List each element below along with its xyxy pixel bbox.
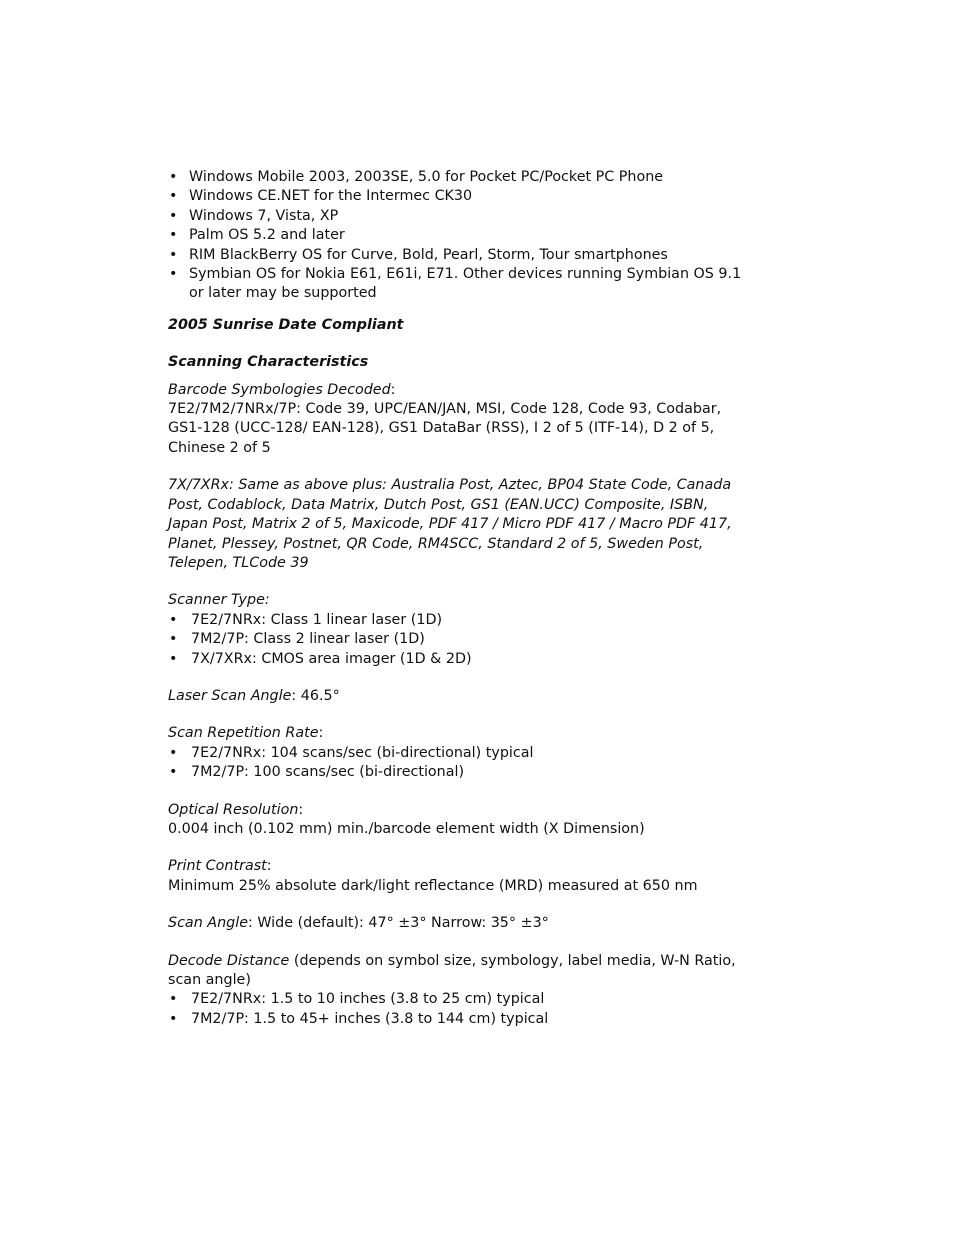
laser-scan-angle-value: : 46.5° — [291, 687, 340, 704]
contrast-label-line — [168, 857, 748, 876]
list-item: • Windows CE.NET for the Intermec CK30 — [168, 187, 748, 206]
list-item: • 7X/7XRx: CMOS area imager (1D & 2D) — [168, 650, 748, 669]
optical-section — [168, 801, 748, 840]
laser-scan-angle-label: Laser Scan Angle — [168, 687, 292, 704]
contrast-colon: : — [266, 858, 272, 875]
list-item: • Windows 7, Vista, XP — [168, 207, 748, 226]
decode-label: Decode Distance — [168, 952, 290, 969]
repetition-list — [168, 744, 748, 783]
repetition-section — [168, 724, 748, 782]
scanner-type-label: Scanner Type: — [168, 592, 270, 609]
scanning-heading: Scanning Characteristics — [168, 354, 369, 371]
decode-section — [168, 952, 748, 1030]
optical-label-line — [168, 801, 748, 820]
laser-scan-angle — [168, 687, 748, 706]
optical-text: 0.004 inch (0.102 mm) min./barcode element width (X Dimension) — [168, 820, 645, 837]
list-item: • RIM BlackBerry OS for Curve, Bold, Pearl, Storm, Tour smartphones — [168, 246, 748, 265]
optical-colon: : — [298, 801, 304, 818]
contrast-section — [168, 857, 748, 896]
optical-label: Optical Resolution — [168, 801, 299, 818]
symbologies-section — [168, 381, 748, 459]
scanner-type-section — [168, 591, 748, 669]
scanner-type-list — [168, 611, 748, 669]
symbologies-colon: : — [390, 381, 396, 398]
list-item: • 7M2/7P: 100 scans/sec (bi-directional) — [168, 763, 748, 782]
symbologies-label-line — [168, 381, 748, 400]
decode-label-line — [168, 952, 748, 991]
repetition-label: Scan Repetition Rate — [168, 725, 319, 742]
list-item: • 7E2/7NRx: 104 scans/sec (bi-directional) typical — [168, 744, 748, 763]
list-item: • 7E2/7NRx: 1.5 to 10 inches (3.8 to 25 cm) typical — [168, 990, 748, 1009]
symbologies-label: Barcode Symbologies Decoded — [168, 381, 391, 398]
list-item: • 7E2/7NRx: Class 1 linear laser (1D) — [168, 611, 748, 630]
symbologies-text: 7E2/7M2/7NRx/7P: Code 39, UPC/EAN/JAN, MSI, Code 128, Code 93, Codabar, GS1-128 (UCC-128/ EAN-128), GS1 DataBar (RSS), I 2 of 5 (ITF-14), D 2 of 5, Chinese 2 of 5 — [168, 401, 722, 456]
scan-angle — [168, 914, 748, 933]
list-item: • Symbian OS for Nokia E61, E61i, E71. Other devices running Symbian OS 9.1 or later may be supported — [168, 265, 748, 304]
repetition-colon: : — [318, 725, 324, 742]
sunrise-heading: 2005 Sunrise Date Compliant — [168, 316, 404, 333]
os-support-list — [168, 168, 748, 304]
repetition-label-line — [168, 724, 748, 743]
decode-list — [168, 990, 748, 1029]
contrast-text: Minimum 25% absolute dark/light reflectance (MRD) measured at 650 nm — [168, 877, 698, 894]
scan-angle-value: : Wide (default): 47° ±3° Narrow: 35° ±3° — [248, 915, 549, 932]
list-item: • Palm OS 5.2 and later — [168, 226, 748, 245]
contrast-label: Print Contrast — [168, 858, 267, 875]
list-item: • Windows Mobile 2003, 2003SE, 5.0 for Pocket PC/Pocket PC Phone — [168, 168, 748, 187]
list-item: • 7M2/7P: 1.5 to 45+ inches (3.8 to 144 cm) typical — [168, 1010, 748, 1029]
decode-note: (depends on symbol size, symbology, label media, W-N Ratio, scan angle) — [168, 952, 736, 988]
list-item: • 7M2/7P: Class 2 linear laser (1D) — [168, 630, 748, 649]
content-column — [168, 168, 748, 1029]
scan-angle-label: Scan Angle — [168, 915, 248, 932]
symbologies-extra: 7X/7XRx: Same as above plus: Australia Post, Aztec, BP04 State Code, Canada Post, Codablock, Data Matrix, Dutch Post, GS1 (EAN.UCC) Composite, ISBN, Japan Post, Matrix 2 of 5, Maxicode, PDF 417 / Micro PDF 417 / Macro PDF 417, Planet, Plessey, Postnet, QR Code, RM4SCC, Standard 2 of 5, Sweden Post, Telepen, TLCode 39 — [168, 477, 732, 571]
